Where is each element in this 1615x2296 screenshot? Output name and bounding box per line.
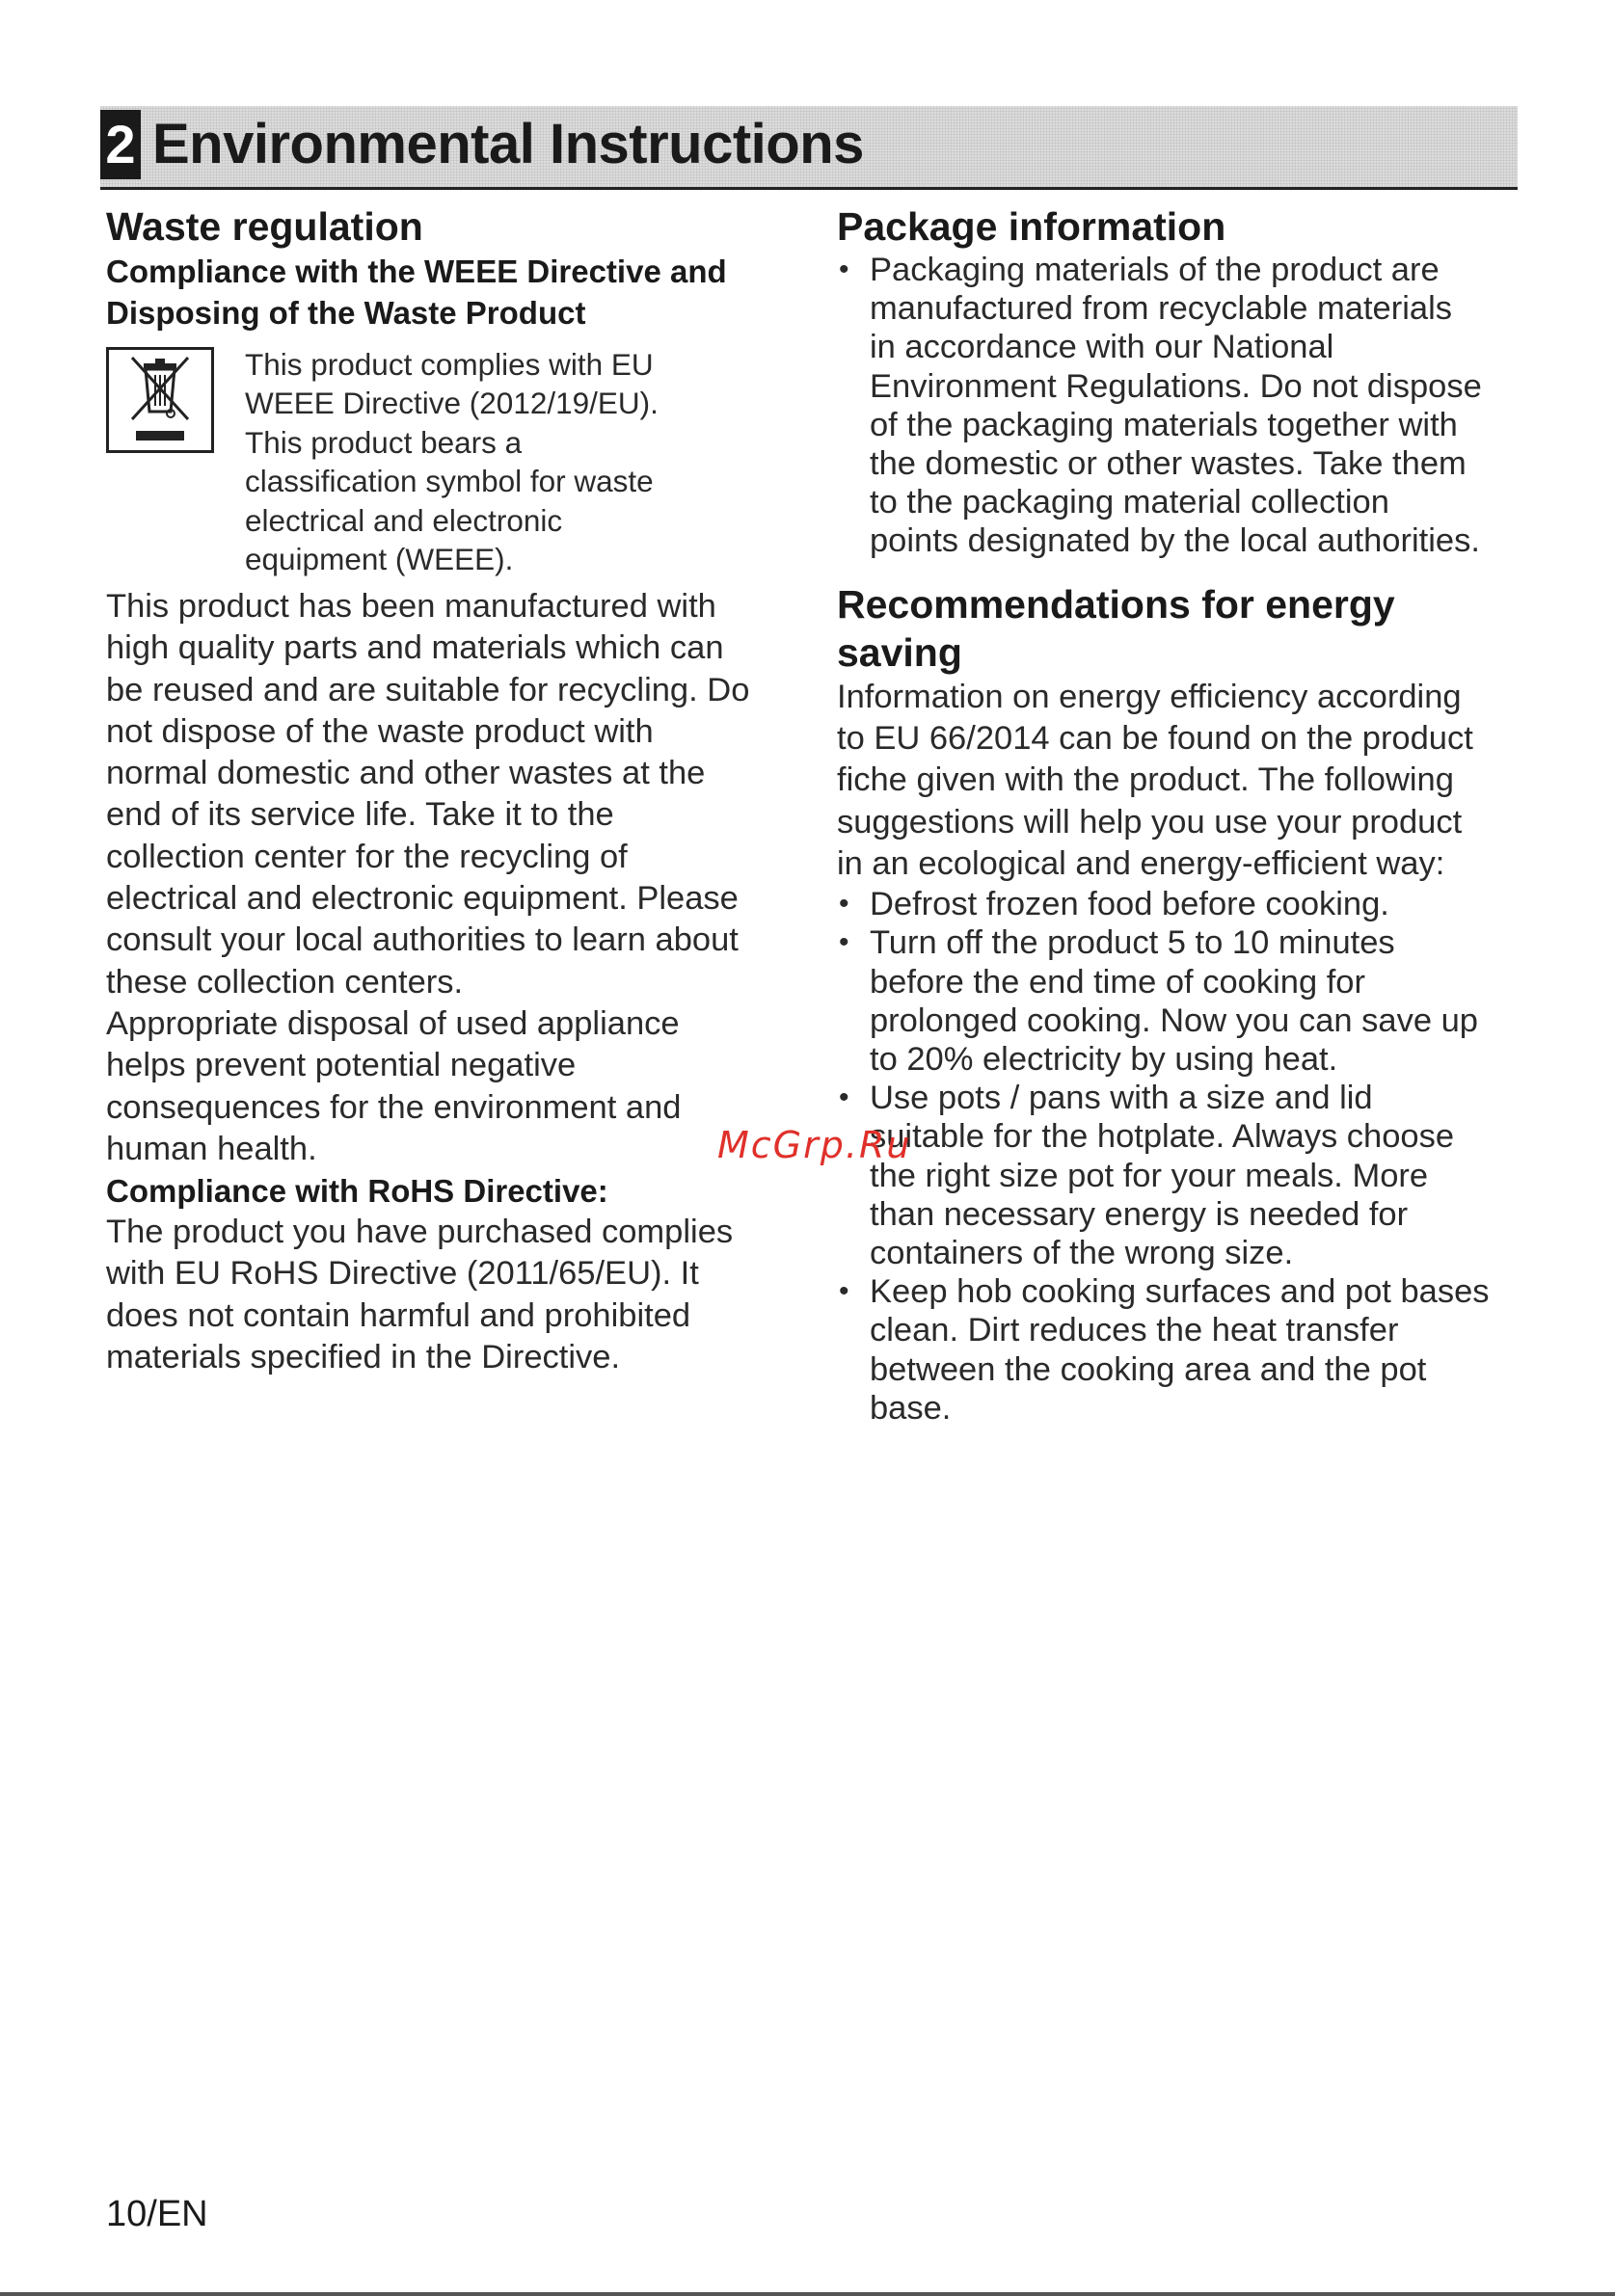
list-item	[837, 1272, 1512, 1428]
paragraph-line: suggestions will help you use your product	[837, 803, 1463, 841]
paragraph-line: human health.	[106, 1130, 317, 1167]
energy-saving-heading-line-2: saving	[837, 629, 962, 675]
paragraph-line: collection center for the recycling of	[106, 838, 628, 875]
paragraph-line: end of its service life. Take it to the	[106, 796, 614, 834]
weee-text-line: electrical and electronic	[245, 502, 563, 538]
bullet-line: Environment Regulations. Do not dispose	[870, 367, 1482, 405]
weee-subheading-line-1: Compliance with the WEEE Directive and	[106, 254, 727, 289]
weee-text-line: equipment (WEEE).	[245, 542, 514, 577]
paragraph-line: fiche given with the product. The following	[837, 761, 1454, 799]
chapter-title: Environmental Instructions	[152, 113, 864, 175]
bullet-line: clean. Dirt reduces the heat transfer	[870, 1312, 1399, 1349]
waste-regulation-heading: Waste regulation	[106, 204, 423, 249]
list-item	[837, 885, 1512, 923]
paragraph-line: does not contain harmful and prohibited	[106, 1296, 691, 1334]
energy-intro	[837, 677, 1512, 885]
paragraph-line: helps prevent potential negative	[106, 1047, 577, 1084]
paragraph-line: This product has been manufactured with	[106, 588, 716, 625]
right-column	[837, 202, 1512, 1428]
crossed-out-wheelie-bin-icon	[106, 347, 214, 453]
bullet-line: to the packaging material collection	[870, 484, 1389, 521]
paragraph-line: normal domestic and other wastes at the	[106, 755, 706, 792]
list-item	[837, 251, 1512, 561]
energy-bullets	[837, 885, 1512, 1428]
bullet-line: Keep hob cooking surfaces and pot bases	[870, 1273, 1490, 1311]
waste-paragraph	[106, 586, 781, 1170]
left-column	[106, 202, 781, 1378]
paragraph-line: electrical and electronic equipment. Please	[106, 880, 739, 918]
bullet-line: the domestic or other wastes. Take them	[870, 445, 1467, 483]
bullet-line: between the cooking area and the pot	[870, 1350, 1427, 1388]
paragraph-line: not dispose of the waste product with	[106, 712, 654, 750]
bullet-line: Use pots / pans with a size and lid	[870, 1080, 1373, 1117]
paragraph-line: materials specified in the Directive.	[106, 1339, 621, 1376]
rohs-heading: Compliance with RoHS Directive:	[106, 1173, 608, 1210]
paragraph-line: to EU 66/2014 can be found on the product	[837, 719, 1473, 757]
bullet-line: before the end time of cooking for	[870, 963, 1365, 1001]
bullet-line: manufactured from recyclable materials	[870, 290, 1452, 328]
bullet-line: containers of the wrong size.	[870, 1234, 1294, 1271]
paragraph-line: these collection centers.	[106, 963, 464, 1001]
weee-text-line: This product complies with EU	[245, 347, 654, 382]
bullet-line: Defrost frozen food before cooking.	[870, 886, 1389, 923]
paragraph-line: consult your local authorities to learn about	[106, 921, 739, 959]
bottom-divider	[0, 2292, 1615, 2296]
paragraph-line: high quality parts and materials which can	[106, 629, 724, 667]
weee-text-line: classification symbol for waste	[245, 464, 654, 499]
page-number: 10/EN	[106, 2194, 208, 2234]
bullet-line: Turn off the product 5 to 10 minutes	[870, 924, 1395, 962]
weee-subheading-line-2: Disposing of the Waste Product	[106, 295, 586, 331]
list-item	[837, 1079, 1512, 1272]
weee-description	[245, 345, 746, 578]
paragraph-line: be reused and are suitable for recycling. Do	[106, 671, 750, 708]
bullet-line: the right size pot for your meals. More	[870, 1157, 1429, 1194]
paragraph-line: The product you have purchased complies	[106, 1214, 734, 1251]
weee-text-line: This product bears a	[245, 424, 523, 460]
package-bullets	[837, 251, 1512, 561]
energy-saving-heading-line-1: Recommendations for energy	[837, 581, 1395, 627]
bullet-icon: •	[839, 1275, 849, 1308]
paragraph-line: consequences for the environment and	[106, 1088, 682, 1126]
bullet-icon: •	[839, 888, 849, 921]
bullet-line: than necessary energy is needed for	[870, 1195, 1409, 1233]
bullet-line: of the packaging materials together with	[870, 406, 1458, 443]
list-item	[837, 923, 1512, 1079]
bullet-icon: •	[839, 254, 849, 285]
weee-text-line: WEEE Directive (2012/19/EU).	[245, 386, 659, 421]
bullet-icon: •	[839, 1081, 849, 1114]
bullet-line: in accordance with our National	[870, 329, 1334, 366]
bullet-line: base.	[870, 1389, 952, 1427]
bullet-line: Packaging materials of the product are	[870, 252, 1440, 288]
paragraph-line: Information on energy efficiency according	[837, 678, 1462, 715]
weee-notice	[106, 345, 781, 586]
paragraph-line: in an ecological and energy-efficient way:	[837, 844, 1445, 882]
bullet-line: to 20% electricity by using heat.	[870, 1040, 1338, 1078]
rohs-paragraph	[106, 1212, 781, 1378]
bullet-line: suitable for the hotplate. Always choose	[870, 1118, 1455, 1156]
watermark-text: McGrp.Ru	[717, 1124, 912, 1166]
paragraph-line: with EU RoHS Directive (2011/65/EU). It	[106, 1255, 699, 1293]
bullet-line: prolonged cooking. Now you can save up	[870, 1001, 1478, 1039]
bullet-line: points designated by the local authorities.	[870, 522, 1480, 560]
bullet-icon: •	[839, 926, 849, 959]
paragraph-line: Appropriate disposal of used appliance	[106, 1004, 680, 1042]
chapter-number: 2	[100, 110, 141, 179]
package-information-heading: Package information	[837, 204, 1226, 249]
